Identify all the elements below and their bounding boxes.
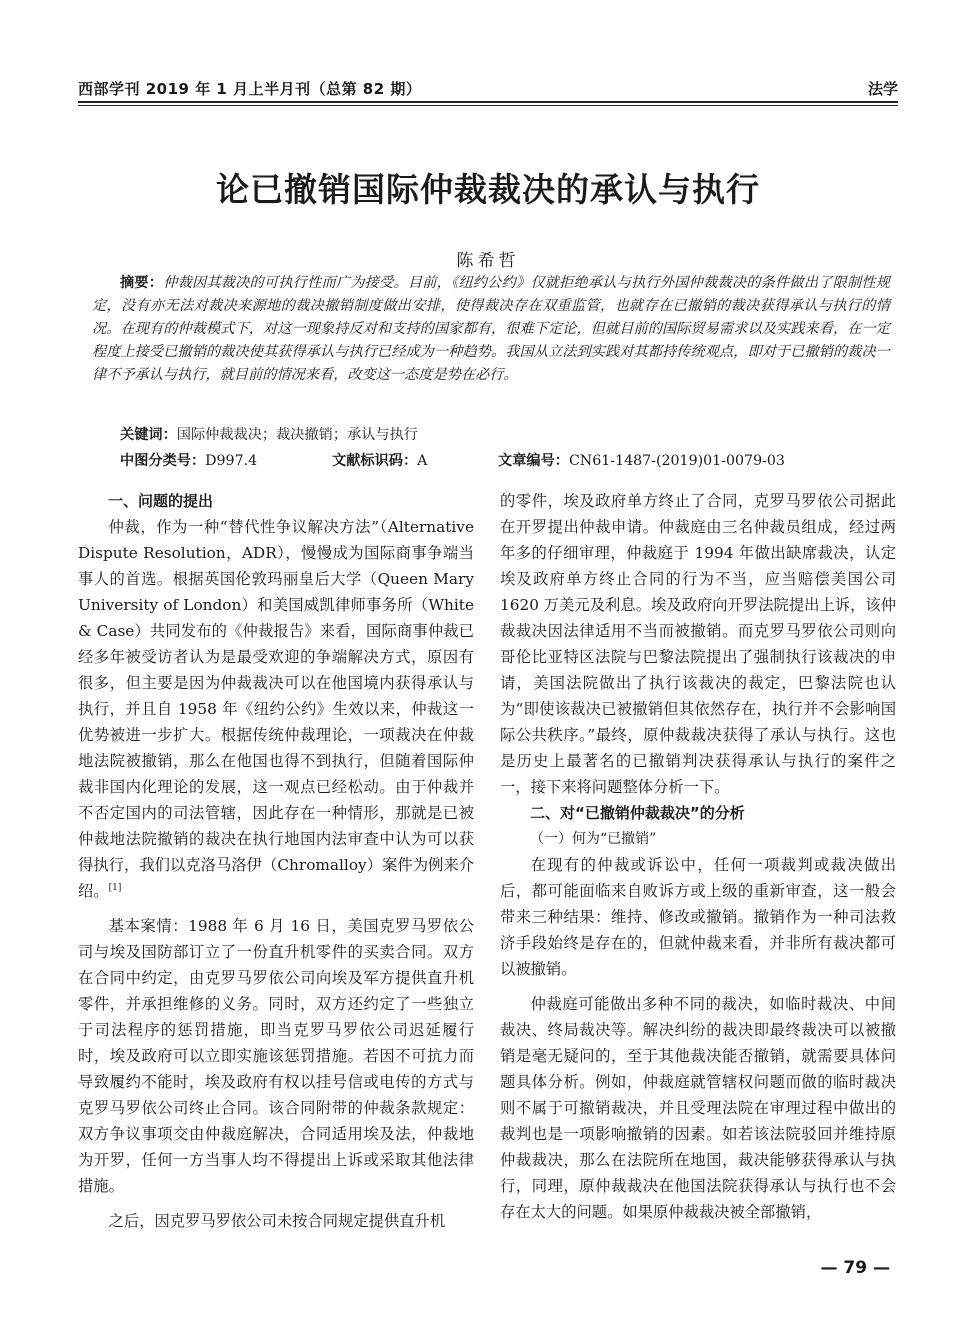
article-meta	[120, 450, 890, 472]
body-paragraph: 基本案情：1988 年 6 月 16 日，美国克罗马罗依公司与埃及国防部订立了一份直升机零件的买卖合同。双方在合同中约定，由克罗马罗依公司向埃及军方提供直升机零件，并承担维修的义务。同时，双方还约定了一些独立于司法程序的惩罚措施，即当克罗马罗依公司迟延履行时，埃及政府可以立即实施该惩罚措施。若因不可抗力而导致履约不能时，埃及政府有权以挂号信或电传的方式与克罗马罗依公司终止合同。该合同附带的仲裁条款规定：双方争议事项交由仲裁庭解决，合同适用埃及法，仲裁地为开罗，任何一方当事人均不得提出上诉或采取其他法律措施。	[78, 917, 474, 1195]
body-paragraph: 仲裁庭可能做出多种不同的裁决，如临时裁决、中间裁决、终局裁决等。解决纠纷的裁决即最终裁决可以被撤销是毫无疑问的，至于其他裁决能否撤销，就需要具体问题具体分析。例如，仲裁庭就管辖权问题而做的临时裁决则不属于可撤销裁决，并且受理法院在审理过程中做出的裁判也是一项影响撤销的因素。如若该法院驳回并维持原仲裁裁决，那么在法院所在地国，裁决能够获得承认与执行，同理，原仲裁裁决在他国法院获得承认与执行也不会存在太大的问题。如果原仲裁裁决被全部撤销，	[500, 995, 896, 1221]
right-column	[500, 488, 896, 1225]
header-rule-thick	[78, 101, 898, 103]
header-rule-thin	[78, 105, 898, 106]
document-code: 文献标识码：A	[332, 453, 428, 469]
citation-ref: [1]	[108, 882, 122, 893]
author-name: 陈希哲	[456, 251, 520, 271]
article-number: 文章编号：CN61-1487-(2019)01-0079-03	[498, 453, 785, 469]
journal-info: 西部学刊 2019 年 1 月上半月刊（总第 82 期）	[78, 80, 422, 98]
body-paragraph: 的零件，埃及政府单方终止了合同，克罗马罗依公司据此在开罗提出仲裁申请。仲裁庭由三名仲裁员组成，经过两年多的仔细审理，仲裁庭于 1994 年做出缺席裁决，认定埃及政府单方终止合同的行为不当，应当赔偿美国公司 1620 万美元及利息。埃及政府向开罗法院提出上诉，该仲裁裁决因法律适用不当而被撤销。而克罗马罗依公司则向哥伦比亚特区法院与巴黎法院提出了强制执行该裁决的申请，美国法院做出了执行该裁决的裁定，巴黎法院也认为“即使该裁决已被撤销但其依然存在，执行并不会影响国际公共秩序。”最终，原仲裁裁决获得了承认与执行。这也是历史上最著名的已撤销判决获得承认与执行的案件之一，接下来将问题整体分析一下。	[500, 492, 896, 796]
keywords-text: 国际仲裁裁决；裁决撤销；承认与执行	[176, 427, 418, 443]
clc-number: 中图分类号：D997.4	[120, 453, 258, 469]
abstract-text: 仲裁因其裁决的可执行性而广为接受。目前，《纽约公约》仅就拒绝承认与执行外国仲裁裁决的条件做出了限制性规定，没有亦无法对裁决来源地的裁决撤销制度做出安排，使得裁决存在双重监管，也就存在已撤销的裁决获得承认与执行的情况。在现有的仲裁模式下，对这一现象持反对和支持的国家都有，很难下定论，但就目前的国际贸易需求以及实践来看，在一定程度上接受已撤销的裁决使其获得承认与执行已经成为一种趋势。我国从立法到实践对其都持传统观点，即对于已撤销的裁决一律不予承认与执行，就目前的情况来看，改变这一态度是势在必行。	[92, 275, 890, 383]
running-header	[78, 78, 898, 100]
body-paragraph: 仲裁，作为一种“替代性争议解决方法”（Alternative Dispute Resolution，ADR），慢慢成为国际商事争端当事人的首选。根据英国伦敦玛丽皇后大学（Queen Mary University of London）和美国威凯律师事务所（White & Case）共同发布的《仲裁报告》来看，国际商事仲裁已经多年被受访者认为是最受欢迎的争端解决方式，原因有很多，但主要是因为仲裁裁决可以在他国境内获得承认与执行，并且自 1958 年《纽约公约》生效以来，仲裁这一优势被进一步扩大。根据传统仲裁理论，一项裁决在仲裁地法院被撤销，那么在他国也得不到执行，但随着国际仲裁非国内化理论的发展，这一观点已经松动。由于仲裁并不否定国内的司法管辖，因此存在一种情形，那就是已被仲裁地法院撤销的裁决在执行地国内法审查中认为可以获得执行，我们以克洛马洛伊（Chromalloy）案件为例来介绍。[1]	[78, 518, 474, 900]
abstract	[92, 272, 890, 387]
left-column	[78, 488, 474, 1234]
section-heading-1: 一、问题的提出	[108, 492, 214, 510]
article-title: 论已撤销国际仲裁裁决的承认与执行	[216, 170, 760, 209]
section-heading-2: 二、对“已撤销仲裁裁决”的分析	[530, 804, 745, 822]
keywords	[120, 424, 880, 446]
keywords-label: 关键词：	[120, 427, 177, 443]
abstract-label: 摘要：	[120, 275, 164, 291]
body-paragraph: 之后，因克罗马罗依公司未按合同规定提供直升机	[108, 1212, 446, 1230]
page-number: — 79 —	[820, 1258, 890, 1278]
body-paragraph: 在现有的仲裁或诉讼中，任何一项裁判或裁决做出后，都可能面临来自败诉方或上级的重新审查，这一般会带来三种结果：维持、修改或撤销。撤销作为一种司法救济手段始终是存在的，但就仲裁来看，并非所有裁决都可以被撤销。	[500, 856, 896, 978]
section-label: 法学	[867, 80, 898, 98]
subsection-heading: （一）何为“已撤销”	[530, 831, 657, 847]
